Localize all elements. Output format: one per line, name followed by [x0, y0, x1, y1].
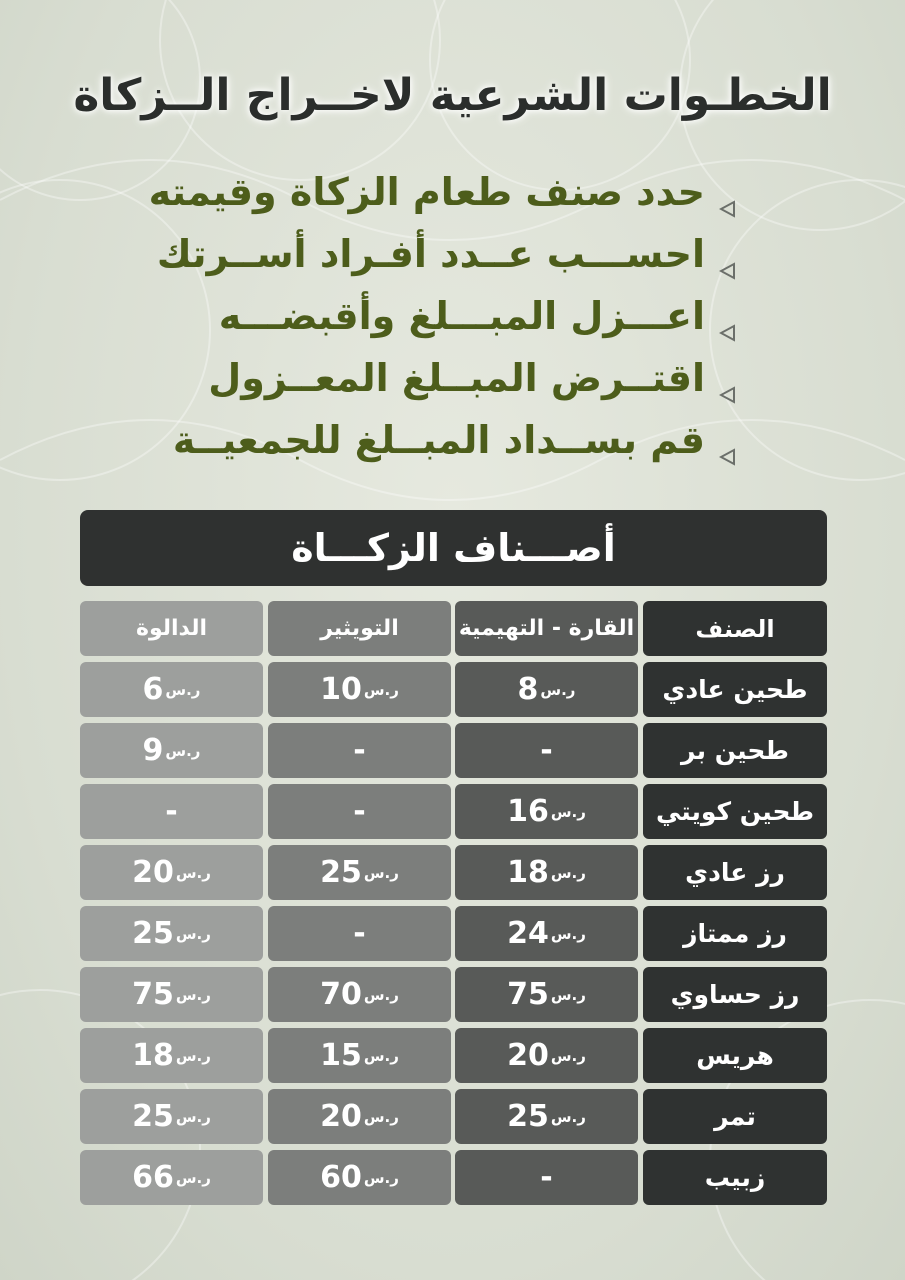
step-label: احســـب عــدد أفـراد أســرتك	[156, 232, 705, 276]
price-cell	[80, 1028, 263, 1083]
price-value	[540, 1160, 552, 1195]
price-value	[320, 672, 399, 707]
currency-icon: ر.س	[363, 1168, 399, 1187]
column-header: الدالوة	[80, 601, 263, 656]
price-number: -	[165, 794, 178, 829]
triangle-icon	[719, 183, 735, 201]
price-value	[507, 855, 586, 890]
price-cell	[80, 784, 263, 839]
price-cell	[455, 1028, 638, 1083]
price-cell	[80, 662, 263, 717]
step-item	[219, 294, 735, 338]
currency-icon: ر.س	[165, 680, 201, 699]
price-cell	[455, 967, 638, 1022]
price-number: 20	[132, 855, 174, 890]
step-label: اعـــزل المبـــلغ وأقبضـــه	[218, 294, 705, 338]
price-cell	[455, 723, 638, 778]
currency-icon: ر.س	[550, 985, 586, 1004]
price-cell	[455, 662, 638, 717]
price-number: 20	[320, 1099, 362, 1134]
item-name-cell: رز حساوي	[643, 967, 827, 1022]
price-value	[507, 916, 586, 951]
price-number: 75	[507, 977, 549, 1012]
price-value	[507, 794, 586, 829]
currency-icon: ر.س	[175, 1046, 211, 1065]
price-value	[353, 916, 365, 951]
page-title: الخطـوات الشرعية لاخــراج الــزكاة	[73, 70, 832, 121]
price-cell	[268, 845, 451, 900]
price-cell	[80, 1089, 263, 1144]
column-header: التويثير	[268, 601, 451, 656]
currency-icon: ر.س	[363, 1107, 399, 1126]
price-value	[320, 977, 399, 1012]
currency-icon: ر.س	[363, 1046, 399, 1065]
price-cell	[455, 845, 638, 900]
currency-icon: ر.س	[175, 1168, 211, 1187]
currency-icon: ر.س	[550, 1046, 586, 1065]
price-cell	[268, 723, 451, 778]
column-header: الصنف	[643, 601, 827, 656]
price-cell	[268, 784, 451, 839]
step-label: اقتــرض المبــلغ المعــزول	[208, 356, 705, 400]
price-number: 25	[132, 916, 174, 951]
price-cell	[80, 723, 263, 778]
price-cell	[268, 906, 451, 961]
price-value	[132, 1160, 211, 1195]
currency-icon: ر.س	[175, 1107, 211, 1126]
price-number: 16	[507, 794, 549, 829]
price-value	[132, 916, 211, 951]
price-number: 9	[142, 733, 164, 768]
price-cell	[268, 967, 451, 1022]
price-value	[518, 672, 576, 707]
price-value	[165, 794, 177, 829]
price-value	[353, 733, 365, 768]
price-number: 24	[507, 916, 549, 951]
item-name-cell: رز ممتاز	[643, 906, 827, 961]
triangle-icon	[719, 245, 735, 263]
price-number: 75	[132, 977, 174, 1012]
item-name-cell: زبيب	[643, 1150, 827, 1205]
item-name-cell: هريس	[643, 1028, 827, 1083]
price-number: 70	[320, 977, 362, 1012]
price-cell	[80, 967, 263, 1022]
currency-icon: ر.س	[175, 985, 211, 1004]
price-number: 66	[132, 1160, 174, 1195]
price-value	[507, 977, 586, 1012]
triangle-icon	[719, 307, 735, 325]
currency-icon: ر.س	[363, 985, 399, 1004]
table-title-bar	[80, 510, 827, 586]
item-name-cell: طحين بر	[643, 723, 827, 778]
triangle-icon	[719, 369, 735, 387]
step-label: حدد صنف طعام الزكاة وقيمته	[148, 170, 705, 214]
price-value	[540, 733, 552, 768]
price-number: 20	[507, 1038, 549, 1073]
step-item	[173, 418, 735, 462]
price-number: 6	[142, 672, 164, 707]
price-value	[132, 1099, 211, 1134]
price-cell	[268, 662, 451, 717]
price-value	[320, 1038, 399, 1073]
price-cell	[268, 1089, 451, 1144]
step-item	[157, 232, 735, 276]
price-number: -	[353, 733, 366, 768]
price-value	[507, 1099, 586, 1134]
price-value	[143, 672, 201, 707]
currency-icon: ر.س	[550, 863, 586, 882]
item-name-cell: طحين كويتي	[643, 784, 827, 839]
price-value	[132, 977, 211, 1012]
price-number: 15	[320, 1038, 362, 1073]
price-cell	[455, 906, 638, 961]
column-header: القارة - التهيمية	[455, 601, 638, 656]
triangle-icon	[719, 431, 735, 449]
step-item	[149, 170, 735, 214]
currency-icon: ر.س	[550, 924, 586, 943]
price-cell	[268, 1028, 451, 1083]
currency-icon: ر.س	[175, 863, 211, 882]
price-number: 10	[320, 672, 362, 707]
price-number: 8	[517, 672, 539, 707]
price-cell	[268, 1150, 451, 1205]
price-number: 18	[507, 855, 549, 890]
currency-icon: ر.س	[363, 680, 399, 699]
currency-icon: ر.س	[363, 863, 399, 882]
item-name-cell: رز عادي	[643, 845, 827, 900]
price-value	[132, 855, 211, 890]
price-value	[143, 733, 201, 768]
price-number: -	[540, 1160, 553, 1195]
price-value	[320, 855, 399, 890]
price-value	[132, 1038, 211, 1073]
price-value	[507, 1038, 586, 1073]
currency-icon: ر.س	[165, 741, 201, 760]
price-number: 25	[507, 1099, 549, 1134]
price-cell	[455, 1150, 638, 1205]
price-number: -	[540, 733, 553, 768]
price-number: 60	[320, 1160, 362, 1195]
currency-icon: ر.س	[550, 802, 586, 821]
currency-icon: ر.س	[175, 924, 211, 943]
price-number: 18	[132, 1038, 174, 1073]
price-cell	[455, 784, 638, 839]
item-name-cell: طحين عادي	[643, 662, 827, 717]
price-cell	[80, 1150, 263, 1205]
table-title: أصـــناف الزكـــاة	[291, 526, 616, 570]
price-cell	[80, 906, 263, 961]
price-cell	[80, 845, 263, 900]
price-number: 25	[320, 855, 362, 890]
item-name-cell: تمر	[643, 1089, 827, 1144]
price-cell	[455, 1089, 638, 1144]
step-item	[208, 356, 735, 400]
currency-icon: ر.س	[540, 680, 576, 699]
price-number: -	[353, 916, 366, 951]
step-label: قم بســداد المبــلغ للجمعيــة	[172, 418, 705, 462]
currency-icon: ر.س	[550, 1107, 586, 1126]
price-value	[320, 1160, 399, 1195]
price-value	[320, 1099, 399, 1134]
price-number: -	[353, 794, 366, 829]
price-number: 25	[132, 1099, 174, 1134]
price-value	[353, 794, 365, 829]
